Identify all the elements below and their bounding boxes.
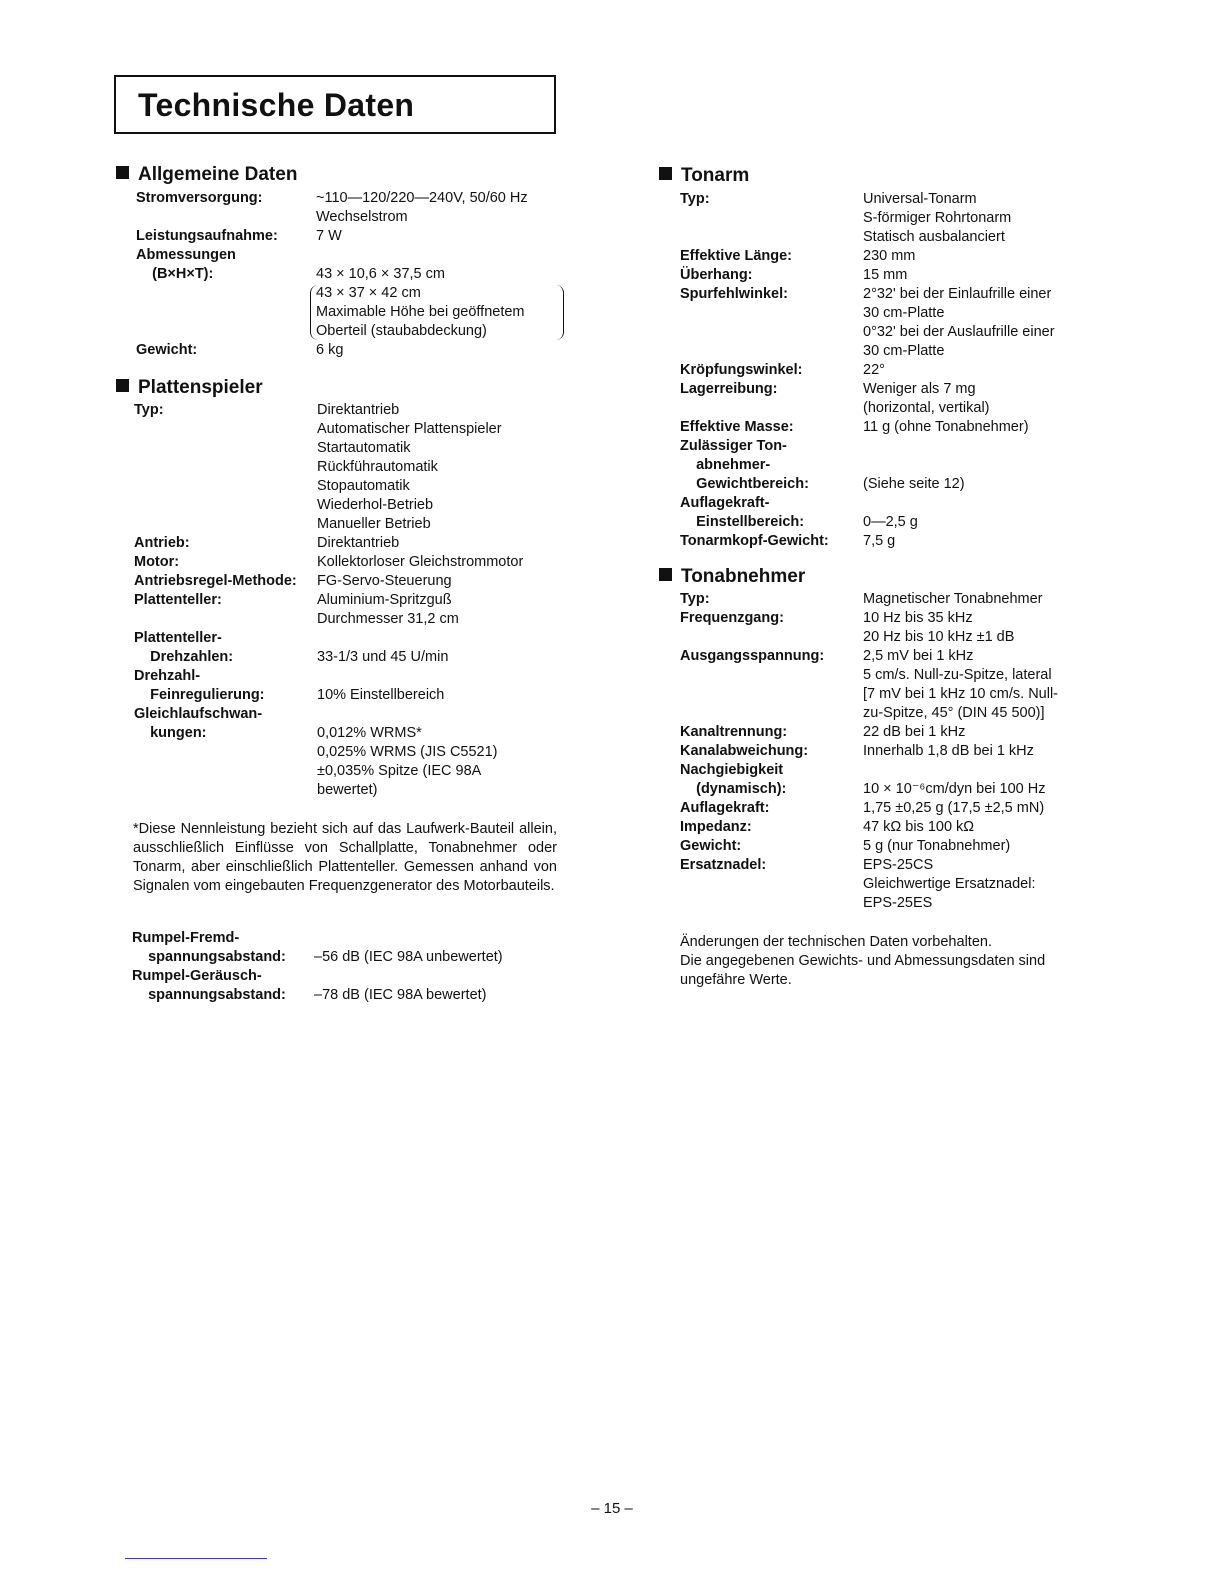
spec-label: Antriebsregel-Methode: bbox=[134, 573, 297, 589]
spec-label: Typ: bbox=[134, 402, 164, 418]
spec-label: Drehzahl- Feinregulierung: bbox=[134, 668, 265, 703]
spec-label: Überhang: bbox=[680, 267, 753, 283]
spec-label: Rumpel-Geräusch- spannungsabstand: bbox=[132, 968, 286, 1003]
spec-value: 11 g (ohne Tonabnehmer) bbox=[863, 419, 1029, 435]
spec-value: Universal-Tonarm S-förmiger Rohrtonarm Statisch ausbalanciert bbox=[863, 191, 1012, 245]
spec-label: Gleichlaufschwan- kungen: bbox=[134, 706, 263, 741]
spec-value: –78 dB (IEC 98A bewertet) bbox=[314, 987, 487, 1003]
spec-value: Innerhalb 1,8 dB bei 1 kHz bbox=[863, 743, 1034, 759]
spec-value: ~110—120/220—240V, 50/60 Hz Wechselstrom bbox=[316, 190, 528, 225]
section-heading: Tonabnehmer bbox=[681, 566, 806, 587]
bullet-square-icon bbox=[659, 568, 672, 581]
spec-label: Impedanz: bbox=[680, 819, 752, 835]
spec-label: Gewicht: bbox=[136, 342, 198, 358]
section-heading: Tonarm bbox=[681, 165, 750, 186]
spec-label: Ausgangsspannung: bbox=[680, 648, 825, 664]
spec-label: Typ: bbox=[680, 591, 710, 607]
spec-value: 1,75 ±0,25 g (17,5 ±2,5 mN) bbox=[863, 800, 1045, 816]
spec-value: 5 g (nur Tonabnehmer) bbox=[863, 838, 1011, 854]
spec-label: Nachgiebigkeit (dynamisch): bbox=[680, 762, 787, 797]
spec-label: Auflagekraft: bbox=[680, 800, 770, 816]
bullet-square-icon bbox=[116, 166, 129, 179]
spec-value: 7,5 g bbox=[863, 533, 896, 549]
spec-value: 0—2,5 g bbox=[863, 514, 918, 530]
section-heading: Plattenspieler bbox=[138, 377, 263, 398]
spec-value: –56 dB (IEC 98A unbewertet) bbox=[314, 949, 503, 965]
section-allgemein bbox=[116, 164, 297, 186]
spec-value: 10% Einstellbereich bbox=[317, 687, 445, 703]
spec-value: 0,012% WRMS* 0,025% WRMS (JIS C5521) ±0,035% Spitze (IEC 98A bewertet) bbox=[317, 725, 498, 798]
footnote: Änderungen der technischen Daten vorbehalten. Die angegebenen Gewichts- und Abmessungsdaten sind ungefähre Werte. bbox=[680, 934, 1046, 988]
spec-value: 33-1/3 und 45 U/min bbox=[317, 649, 449, 665]
spec-label: Abmessungen (B×H×T): bbox=[136, 247, 236, 282]
spec-value: Magnetischer Tonabnehmer bbox=[863, 591, 1043, 607]
spec-value: (Siehe seite 12) bbox=[863, 476, 965, 492]
spec-label: Zulässiger Ton- abnehmer- Gewichtbereich: bbox=[680, 438, 809, 492]
spec-value: Direktantrieb Automatischer Plattenspieler Startautomatik Rückführautomatik Stopautomatik Wiederhol-Betrieb Manueller Betrieb bbox=[317, 402, 502, 532]
spec-label: Tonarmkopf-Gewicht: bbox=[680, 533, 829, 549]
spec-label: Lagerreibung: bbox=[680, 381, 778, 397]
spec-label: Effektive Länge: bbox=[680, 248, 792, 264]
spec-value: 43 × 10,6 × 37,5 cm 43 × 37 × 42 cm Maximable Höhe bei geöffnetem Oberteil (staubabdeckung) bbox=[316, 266, 525, 339]
bullet-square-icon bbox=[116, 379, 129, 392]
spec-value: Kollektorloser Gleichstrommotor bbox=[317, 554, 524, 570]
spec-label: Spurfehlwinkel: bbox=[680, 286, 788, 302]
spec-value: 2°32' bei der Einlaufrille einer 30 cm-Platte 0°32' bei der Auslaufrille einer 30 cm-Platte bbox=[863, 286, 1055, 359]
spec-label: Rumpel-Fremd- spannungsabstand: bbox=[132, 930, 286, 965]
spec-label: Auflagekraft- Einstellbereich: bbox=[680, 495, 805, 530]
spec-label: Plattenteller- Drehzahlen: bbox=[134, 630, 234, 665]
spec-label: Effektive Masse: bbox=[680, 419, 794, 435]
spec-value: 15 mm bbox=[863, 267, 908, 283]
spec-value: 7 W bbox=[316, 228, 342, 244]
spec-label: Gewicht: bbox=[680, 838, 742, 854]
note-paragraph: *Diese Nennleistung bezieht sich auf das Laufwerk-Bauteil allein, ausschließlich Einflüsse von Schallplatte, Tonabnehmer oder Tonarm, aber einschließlich Plattenteller. Gemessen anhand von Signalen vom eingebauten Frequenzgenerator des Motorbauteils. bbox=[133, 821, 557, 894]
spec-value: FG-Servo-Steuerung bbox=[317, 573, 452, 589]
title-box bbox=[114, 75, 556, 134]
page-number: – 15 – bbox=[591, 1500, 633, 1517]
section-heading: Allgemeine Daten bbox=[138, 164, 298, 185]
spec-label: Kröpfungswinkel: bbox=[680, 362, 803, 378]
spec-label: Typ: bbox=[680, 191, 710, 207]
spec-value: EPS-25CS Gleichwertige Ersatznadel: EPS-25ES bbox=[863, 857, 1036, 911]
spec-value: 47 kΩ bis 100 kΩ bbox=[863, 819, 975, 835]
spec-value: Direktantrieb bbox=[317, 535, 400, 551]
spec-value: 6 kg bbox=[316, 342, 344, 358]
brace-decoration bbox=[310, 285, 564, 340]
spec-label: Frequenzgang: bbox=[680, 610, 784, 626]
spec-value: 10 × 10⁻⁶cm/dyn bei 100 Hz bbox=[863, 781, 1046, 797]
spec-value: Weniger als 7 mg (horizontal, vertikal) bbox=[863, 381, 990, 416]
page-title: Technische Daten bbox=[138, 87, 415, 123]
spec-value: 230 mm bbox=[863, 248, 916, 264]
spec-label: Leistungsaufnahme: bbox=[136, 228, 278, 244]
section-plattenspieler bbox=[116, 377, 263, 399]
spec-label: Stromversorgung: bbox=[136, 190, 263, 206]
spec-label: Motor: bbox=[134, 554, 180, 570]
spec-value: 22° bbox=[863, 362, 885, 378]
spec-value: 2,5 mV bei 1 kHz 5 cm/s. Null-zu-Spitze, lateral [7 mV bei 1 kHz 10 cm/s. Null- zu-Spitze, 45° (DIN 45 500)] bbox=[863, 648, 1058, 721]
section-tonabnehmer bbox=[659, 566, 805, 588]
spec-value: Aluminium-Spritzguß Durchmesser 31,2 cm bbox=[317, 592, 459, 627]
spec-label: Plattenteller: bbox=[134, 592, 222, 608]
spec-label: Ersatznadel: bbox=[680, 857, 767, 873]
spec-label: Antrieb: bbox=[134, 535, 190, 551]
spec-label: Kanaltrennung: bbox=[680, 724, 788, 740]
bullet-square-icon bbox=[659, 167, 672, 180]
divider bbox=[125, 1558, 267, 1559]
spec-value: 10 Hz bis 35 kHz 20 Hz bis 10 kHz ±1 dB bbox=[863, 610, 1015, 645]
spec-value: 22 dB bei 1 kHz bbox=[863, 724, 966, 740]
section-tonarm bbox=[659, 165, 749, 187]
spec-label: Kanalabweichung: bbox=[680, 743, 809, 759]
